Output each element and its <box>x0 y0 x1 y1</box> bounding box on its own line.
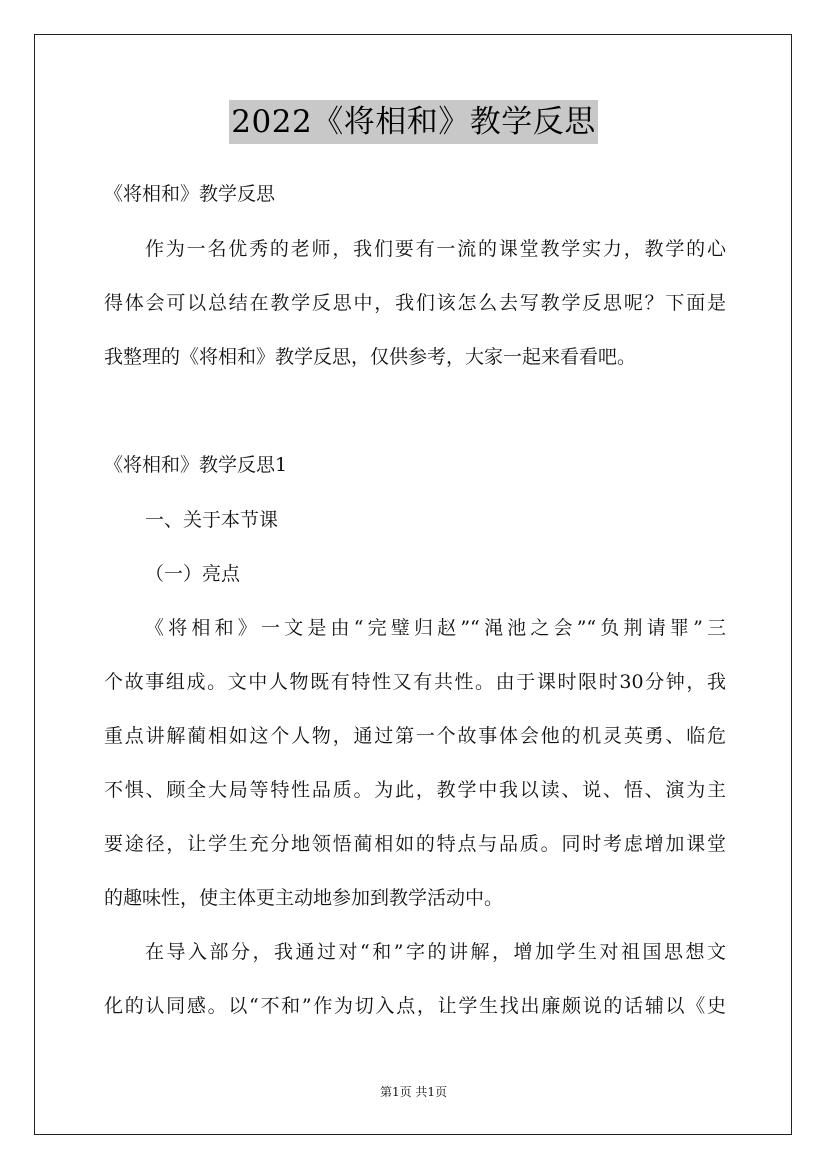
paragraph-line: 化的认同感。以“不和”作为切入点，让学生找出廉颇说的话辅以《史 <box>104 995 726 1017</box>
page-footer: 第1页 共1页 <box>379 1085 448 1099</box>
section-heading: 《将相和》教学反思1 <box>104 454 288 476</box>
paragraph-line: 在导入部分，我通过对“和”字的讲解，增加学生对祖国思想文 <box>145 941 726 963</box>
subsection-heading: 一、关于本节课 <box>145 509 279 531</box>
paragraph-line: 重点讲解蔺相如这个人物，通过第一个故事体会他的机灵英勇、临危 <box>104 725 726 747</box>
paragraph-line: 得体会可以总结在教学反思中，我们该怎么去写教学反思呢？下面是 <box>104 292 726 314</box>
paragraph-line: 作为一名优秀的老师，我们要有一流的课堂教学实力，教学的心 <box>145 238 726 260</box>
subtitle-line: 《将相和》教学反思 <box>104 183 276 205</box>
title-block <box>0 100 827 144</box>
subsection-heading: （一）亮点 <box>145 563 241 585</box>
paragraph-line: 个故事组成。文中人物既有特性又有共性。由于课时限时30分钟，我 <box>104 671 726 693</box>
paragraph-line: 《将相和》一文是由“完璧归赵”“渑池之会”“负荆请罪”三 <box>145 617 726 639</box>
paragraph-line: 要途径，让学生充分地领悟蔺相如的特点与品质。同时考虑增加课堂 <box>104 833 726 855</box>
paragraph-line: 的趣味性，使主体更主动地参加到教学活动中。 <box>104 887 504 909</box>
paragraph-line: 不惧、顾全大局等特性品质。为此，教学中我以读、说、悟、演为主 <box>104 779 726 801</box>
paragraph-line: 我整理的《将相和》教学反思，仅供参考，大家一起来看看吧。 <box>104 346 637 368</box>
document-title: 2022《将相和》教学反思 <box>229 100 597 144</box>
